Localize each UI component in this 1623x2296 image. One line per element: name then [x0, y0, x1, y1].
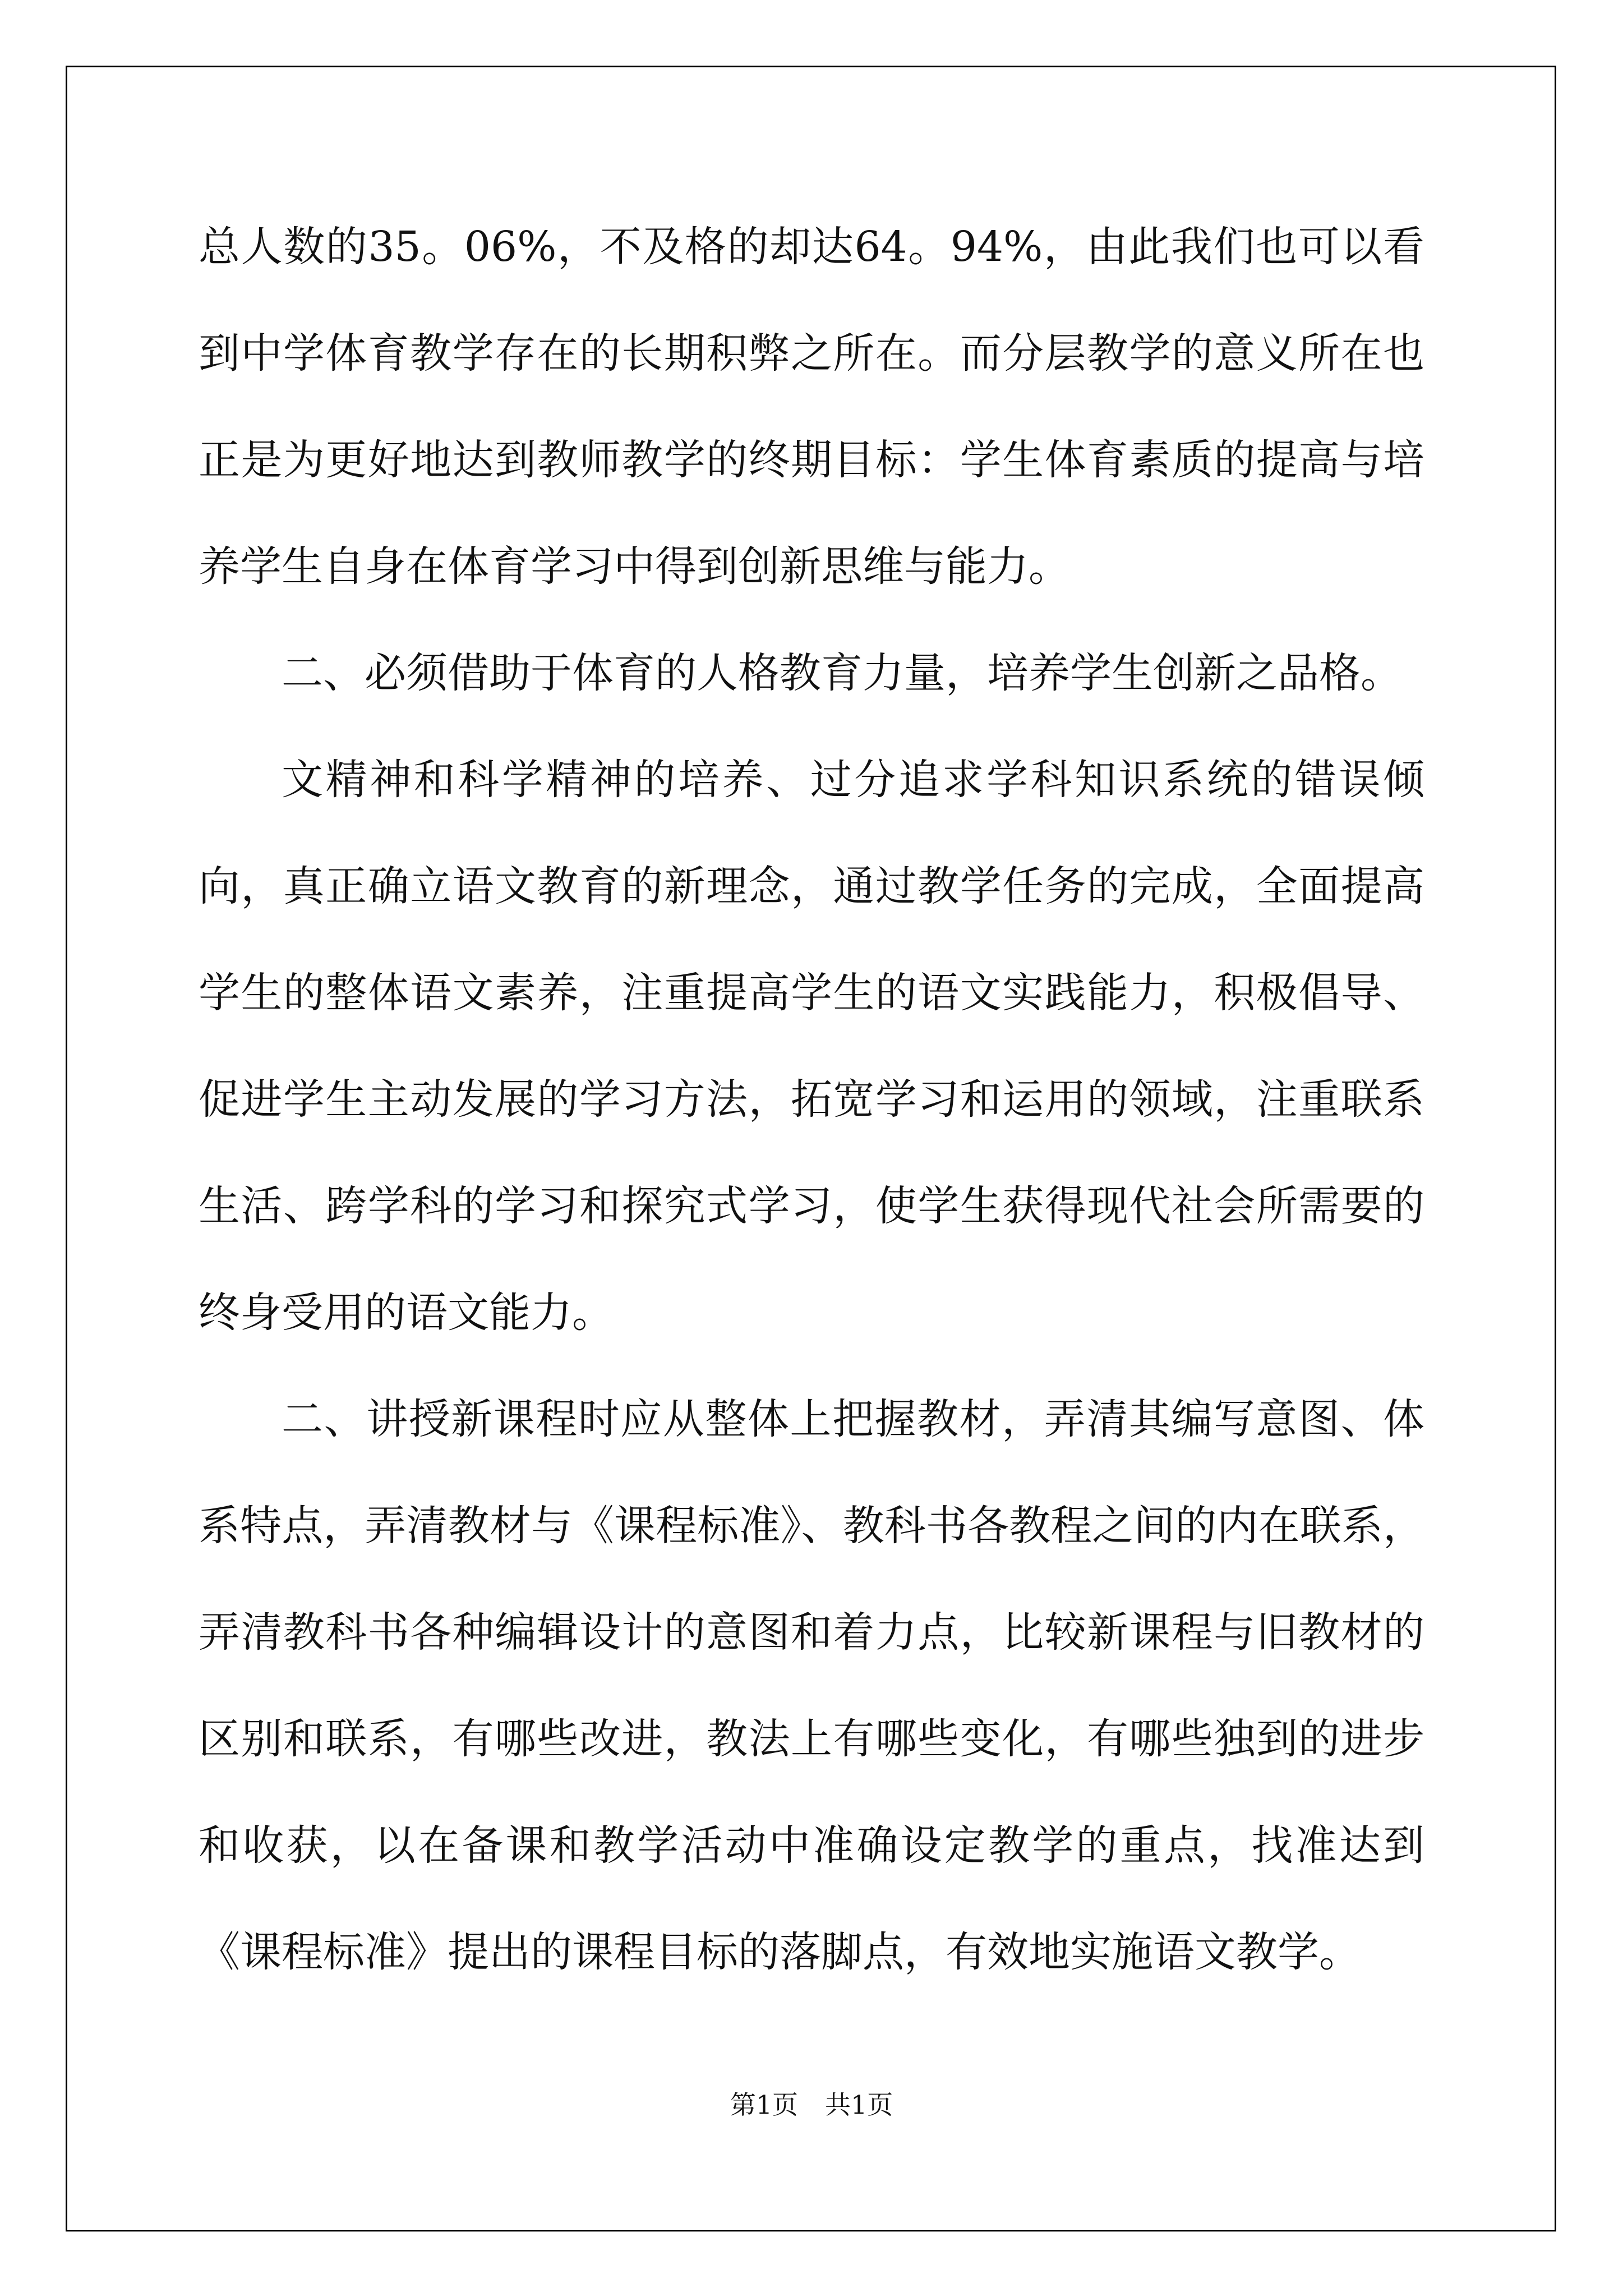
paragraph-3: 文精神和科学精神的培养、过分追求学科知识系统的错误倾向，真正确立语文教育的新理念，通过教学任务的完成，全面提高学生的整体语文素养，注重提高学生的语文实践能力，积极倡导、促进学生主动发展的学习方法，拓宽学习和运用的领域，注重联系生活、跨学科的学习和探究式学习，使学生获得现代社会所需要的终身受用的语文能力。	[199, 756, 1424, 1337]
paragraph-4: 二、讲授新课程时应从整体上把握教材，弄清其编写意图、体系特点，弄清教材与《课程标准》、教科书各教程之间的内在联系，弄清教科书各种编辑设计的意图和着力点，比较新课程与旧教材的区别和联系，有哪些改进，教法上有哪些变化，有哪些独到的进步和收获，以在备课和教学活动中准确设定教学的重点，找准达到《课程标准》提出的课程目标的落脚点，有效地实施语文教学。	[199, 1395, 1424, 1976]
paragraph-2: 二、必须借助于体育的人格教育力量，培养学生创新之品格。	[282, 649, 1402, 697]
page-total-label: 共1页	[825, 2090, 893, 2120]
page-number-label: 第1页	[730, 2090, 798, 2120]
paragraph-1: 总人数的35。06%，不及格的却达64。94%，由此我们也可以看到中学体育教学存在的长期积弊之所在。而分层教学的意义所在也正是为更好地达到教师教学的终期目标：学生体育素质的提高与培养学生自身在体育学习中得到创新思维与能力。	[199, 223, 1424, 591]
page-footer	[0, 2088, 1623, 2122]
document-body	[199, 194, 1424, 2005]
